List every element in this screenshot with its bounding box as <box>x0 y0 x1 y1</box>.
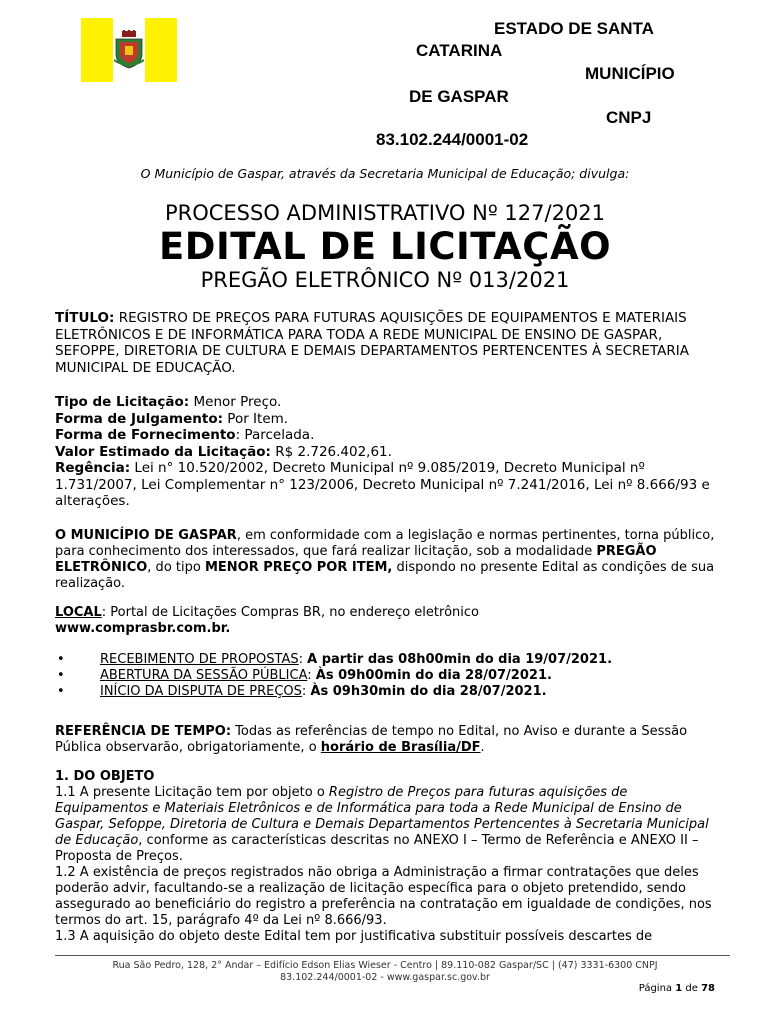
objeto-p2: 1.2 A existência de preços registrados não obriga a Administração a firmar contratações que deles poderão advir, facultando-se a realização de licitação específica para o objeto pretendido, sendo assegurado ao beneficiário do registro a preferência na contratação em igualdade de condições, nos termos do art. 15, parágrafo 4º da Lei nº 8.666/93. <box>55 865 712 928</box>
header-state-line1: ESTADO DE SANTA <box>494 19 654 38</box>
referencia-bold: horário de Brasília/DF <box>320 740 481 755</box>
detail-value-tipo: Menor Preço. <box>189 394 282 410</box>
date-label-disputa: INÍCIO DA DISPUTA DE PREÇOS <box>100 684 302 699</box>
municipal-flag-logo <box>81 18 177 82</box>
footer-address: Rua São Pedro, 128, 2° Andar – Edifício Edson Elias Wieser - Centro | 89.110-082 Gaspar/SC | (47) 3331-6300 CNPJ <box>112 960 658 971</box>
header-cnpj-number: 83.102.244/0001-02 <box>376 130 529 149</box>
detail-value-fornecimento: : Parcelada. <box>235 427 315 443</box>
header-state-line2: CATARINA <box>416 41 503 60</box>
list-item: • INÍCIO DA DISPUTA DE PREÇOS: Às 09h30min do dia 28/07/2021. <box>55 684 720 700</box>
titulo-text: REGISTRO DE PREÇOS PARA FUTURAS AQUISIÇÕES DE EQUIPAMENTOS E MATERIAIS ELETRÔNICOS E DE INFORMÁTICA PARA TODA A REDE MUNICIPAL DE ENSINO DE GASPAR, SEFOPPE, DIRETORIA DE CULTURA E DEMAIS DEPARTAMENTOS PERTENCENTES À SECRETARIA MUNICIPAL DE EDUCAÇÃO. <box>55 310 689 376</box>
page-title: EDITAL DE LICITAÇÃO <box>158 225 612 268</box>
detail-label-regencia: Regência: <box>55 460 131 476</box>
municipio-text-3: dispondo no presente Edital as condições de sua realização. <box>55 560 715 591</box>
dates-list <box>55 652 720 700</box>
detail-value-regencia: Lei n° 10.520/2002, Decreto Municipal nº 9.085/2019, Decreto Municipal nº 1.731/2007, Lei Complementar n° 123/2006, Decreto Municipal nº 7.241/2016, Lei nº 8.666/93 e alterações. <box>55 460 710 509</box>
list-item: • RECEBIMENTO DE PROPOSTAS: A partir das 08h00min do dia 19/07/2021. <box>55 652 720 668</box>
process-number: PROCESSO ADMINISTRATIVO Nº 127/2021 <box>164 201 606 225</box>
municipio-text-2: , do tipo <box>147 560 205 575</box>
referencia-paragraph <box>55 724 720 756</box>
header-cnpj-label: CNPJ <box>606 108 652 127</box>
list-item: • ABERTURA DA SESSÃO PÚBLICA: Às 09h00min do dia 28/07/2021. <box>55 668 720 684</box>
objeto-p1-end: , conforme as características descritas no ANEXO I – Termo de Referência e ANEXO II – Proposta de Preços. <box>55 833 699 864</box>
date-value-disputa: Às 09h30min do dia 28/07/2021. <box>310 684 547 699</box>
municipio-paragraph <box>55 528 720 592</box>
page-word: Página <box>638 983 673 994</box>
municipio-text-1: , em conformidade com a legislação e normas pertinentes, torna público, para conhecimento dos interessados, que fará realizar licitação, sob a modalidade <box>55 528 715 559</box>
date-label-recebimento: RECEBIMENTO DE PROPOSTAS <box>100 652 299 667</box>
page-total: 78 <box>701 983 715 994</box>
date-value-abertura: Às 09h00min do dia 28/07/2021. <box>315 668 552 683</box>
footer-divider <box>55 955 730 956</box>
local-label: LOCAL <box>55 605 102 620</box>
objeto-p1-italic: Registro de Preços para futuras aquisições de Equipamentos e Materiais Eletrônicos e de Informática para toda a Rede Municipal de Ensino de Gaspar, Sefoppe, Diretoria de Cultura e Demais Departamentos Pertencentes à Secretaria Municipal de Educação <box>55 785 709 848</box>
titulo-label: TÍTULO: <box>55 310 115 326</box>
page-of: de <box>685 983 698 994</box>
local-url-link[interactable]: www.comprasbr.com.br. <box>55 621 231 636</box>
local-paragraph <box>55 605 720 637</box>
referencia-text: Todas as referências de tempo no Edital, no Aviso e durante a Sessão Pública observarão, obrigatoriamente, o <box>55 724 688 755</box>
footer-cnpj-site: 83.102.244/0001-02 - www.gaspar.sc.gov.br <box>280 972 490 983</box>
municipio-bold-2: PREGÃO ELETRÔNICO <box>55 544 657 575</box>
date-value-recebimento: A partir das 08h00min do dia 19/07/2021. <box>307 652 613 667</box>
page-subtitle: PREGÃO ELETRÔNICO Nº 013/2021 <box>200 268 570 292</box>
objeto-p1-start: 1.1 A presente Licitação tem por objeto o <box>55 785 329 800</box>
municipio-bold-1: O MUNICÍPIO DE GASPAR <box>55 528 237 543</box>
detail-value-valor: R$ 2.726.402,61. <box>270 443 392 460</box>
referencia-end: . <box>480 740 485 755</box>
local-text: : Portal de Licitações Compras BR, no endereço eletrônico <box>101 605 479 620</box>
detail-label-valor: Valor Estimado da Licitação: <box>55 443 271 460</box>
detail-label-julgamento: Forma de Julgamento: <box>55 410 223 427</box>
referencia-label: REFERÊNCIA DE TEMPO: <box>55 724 232 739</box>
intro-text: O Município de Gaspar, através da Secretaria Municipal de Educação; divulga: <box>140 166 630 181</box>
details-block <box>55 394 720 510</box>
objeto-section <box>55 769 720 945</box>
detail-value-julgamento: Por Item. <box>223 410 289 427</box>
objeto-heading: 1. DO OBJETO <box>55 769 155 784</box>
municipio-bold-3: MENOR PREÇO POR ITEM, <box>204 560 393 575</box>
date-label-abertura: ABERTURA DA SESSÃO PÚBLICA <box>100 668 308 683</box>
detail-label-fornecimento: Forma de Fornecimento <box>55 427 236 443</box>
page-current: 1 <box>675 983 683 994</box>
titulo-paragraph <box>55 310 720 376</box>
page-number <box>639 983 715 994</box>
coat-of-arms-icon <box>114 30 144 70</box>
detail-label-tipo: Tipo de Licitação: <box>55 394 190 410</box>
objeto-p3: 1.3 A aquisição do objeto deste Edital tem por justificativa substituir possíveis descartes de <box>55 929 653 944</box>
header-municipio-line1: MUNICÍPIO <box>585 64 675 83</box>
header-municipio-line2: DE GASPAR <box>409 87 509 106</box>
